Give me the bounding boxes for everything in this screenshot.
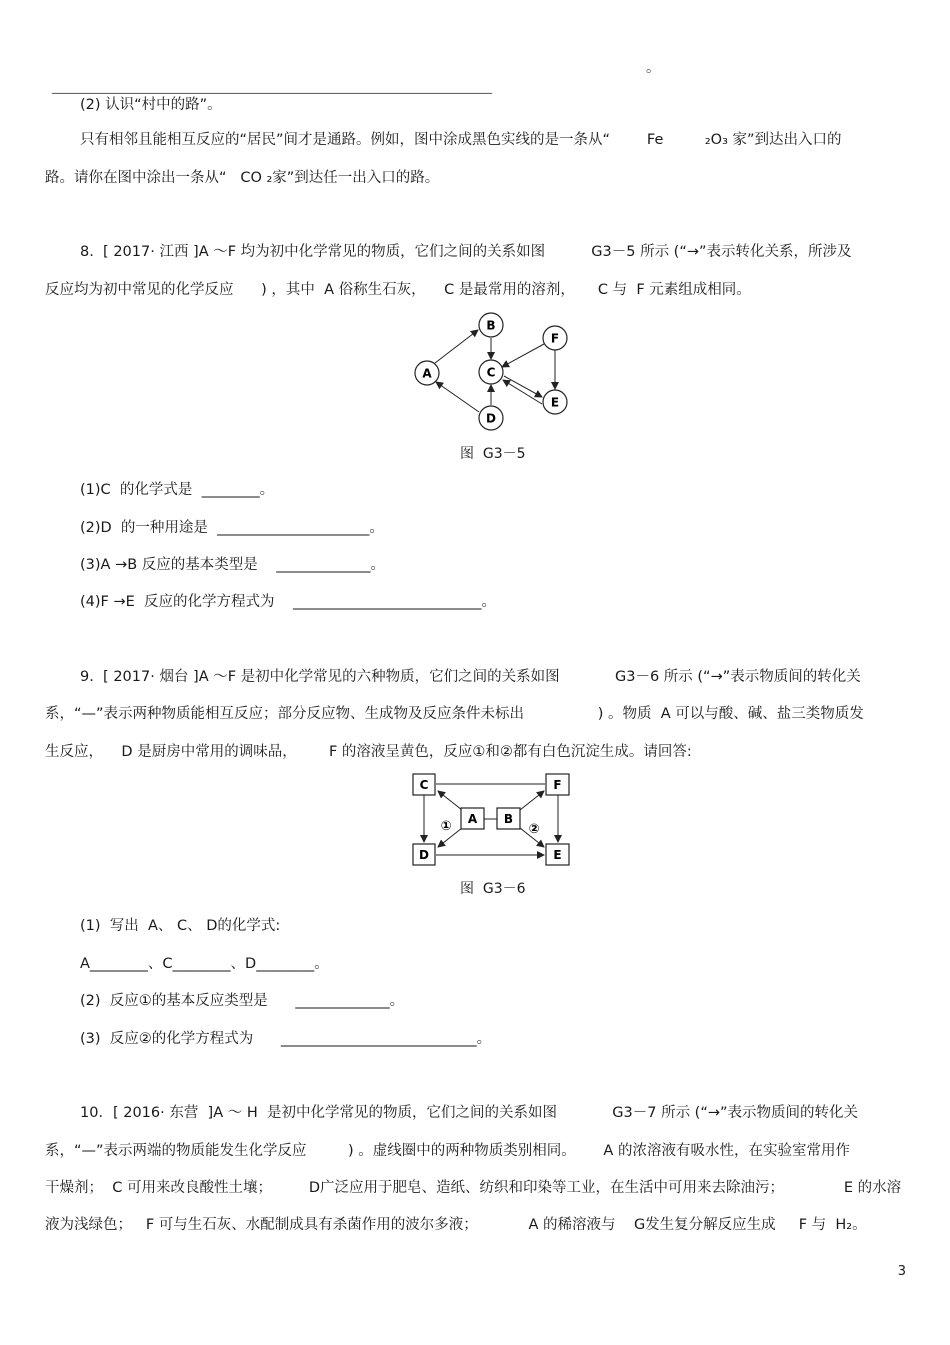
- q9-figure-caption: 图 G3－6: [460, 881, 526, 897]
- svg-text:C: C: [419, 778, 429, 792]
- svg-text:D: D: [419, 848, 429, 862]
- arrow-e-to-c: [503, 380, 542, 404]
- q8-sub2: (2)D 的一种用途是 _____________________。: [80, 520, 384, 536]
- svg-text:B: B: [486, 318, 496, 333]
- arrow-f-to-c: [502, 344, 544, 367]
- q9-sub3: (3) 反应②的化学方程式为 ___________________________。: [80, 1031, 492, 1047]
- node-e: [543, 390, 567, 414]
- svg-text:C: C: [486, 365, 496, 380]
- svg-text:D: D: [486, 411, 496, 426]
- blank-underline: ________________________________________________________________________________: [52, 81, 492, 94]
- node-c: [413, 774, 435, 795]
- svg-text:E: E: [550, 395, 560, 410]
- svg-text:A: A: [422, 366, 432, 381]
- q7-para-line2: 路。请你在图中涂出一条从“ CO ₂家”到达任一出入口的路。: [45, 170, 440, 186]
- q7-para-line1: 只有相邻且能相互反应的“居民”间才是通路。例如，图中涂成黑色实线的是一条从“ Fe ₂O₃ 家”到达出入口的: [80, 132, 842, 148]
- node-f: [546, 774, 569, 795]
- reaction-mark-1: ①: [440, 819, 452, 834]
- svg-text:F: F: [550, 331, 560, 346]
- q9-relation-diagram: [408, 770, 576, 870]
- svg-text:A: A: [467, 812, 478, 826]
- blank-period: 。: [646, 60, 661, 76]
- node-a: [461, 808, 484, 829]
- reaction-mark-2: ②: [528, 822, 540, 837]
- arrow-a-to-b: [435, 330, 478, 363]
- svg-text:E: E: [553, 848, 562, 862]
- q8-sub4: (4)F →E 反应的化学方程式为 __________________________。: [80, 594, 496, 610]
- q9-sub2: (2) 反应①的基本反应类型是 _____________。: [80, 993, 405, 1009]
- page-number: 3: [897, 1264, 906, 1279]
- q10-stem-line1: 10．[ 2016· 东营 ]A ～ H 是初中化学常见的物质，它们之间的关系如图 G3－7 所示 (“→”表示物质间的转化关: [80, 1105, 859, 1121]
- node-f: [543, 326, 567, 350]
- node-d: [413, 844, 435, 865]
- arrow-b-to-f: [520, 791, 544, 810]
- svg-text:F: F: [553, 778, 562, 792]
- q9-sub1-blanks: A________、C________、D________。: [80, 956, 329, 972]
- node-c: [479, 360, 503, 384]
- answer-blank-line: [45, 58, 492, 98]
- node-e: [546, 844, 569, 865]
- q9-sub1: (1) 写出 A、 C、 D的化学式:: [80, 918, 281, 934]
- node-b: [497, 808, 520, 829]
- q8-relation-diagram: [405, 308, 585, 438]
- q8-sub1: (1)C 的化学式是 ________。: [80, 482, 275, 498]
- q8-stem-line1: 8. [ 2017· 江西 ]A ～F 均为初中化学常见的物质，它们之间的关系如图 G3－5 所示 (“→”表示转化关系，所涉及: [80, 244, 852, 260]
- q9-stem-line2: 系，“—”表示两种物质能相互反应；部分反应物、生成物及反应条件未标出 ) 。物质 A 可以与酸、碱、盐三类物质发: [45, 706, 864, 722]
- q10-stem-line3: 干燥剂； C 可用来改良酸性土壤； D广泛应用于肥皂、造纸、纺织和印染等工业，在生活中可用来去除油污； E 的水溶: [45, 1180, 902, 1196]
- node-d: [479, 406, 503, 430]
- q8-sub3: (3)A →B 反应的基本类型是 _____________。: [80, 557, 385, 573]
- q10-stem-line2: 系，“—”表示两端的物质能发生化学反应 ) 。虚线圈中的两种物质类别相同。 A 的浓溶液有吸水性，在实验室常用作: [45, 1143, 850, 1159]
- q8-figure-caption: 图 G3－5: [460, 446, 526, 462]
- node-b: [479, 313, 503, 337]
- q8-stem-line2: 反应均为初中常见的化学反应 ) ，其中 A 俗称生石灰， C 是最常用的溶剂， C 与 F 元素组成相同。: [45, 282, 751, 298]
- node-a: [415, 361, 439, 385]
- q9-stem-line3: 生反应， D 是厨房中常用的调味品， F 的溶液呈黄色，反应①和②都有白色沉淀生成。请回答:: [45, 744, 692, 760]
- arrow-d-to-a: [436, 382, 479, 412]
- arrow-c-to-e: [504, 376, 542, 397]
- arrow-a-to-c: [438, 791, 462, 810]
- q7-sub2-title: (2) 认识“村中的路”。: [80, 97, 222, 113]
- svg-text:B: B: [503, 812, 514, 826]
- q9-stem-line1: 9. [ 2017· 烟台 ]A ～F 是初中化学常见的六种物质，它们之间的关系如图 G3－6 所示 (“→”表示物质间的转化关: [80, 669, 861, 685]
- q10-stem-line4: 液为浅绿色； F 可与生石灰、水配制成具有杀菌作用的波尔多液； A 的稀溶液与 G发生复分解反应生成 F 与 H₂。: [45, 1217, 867, 1233]
